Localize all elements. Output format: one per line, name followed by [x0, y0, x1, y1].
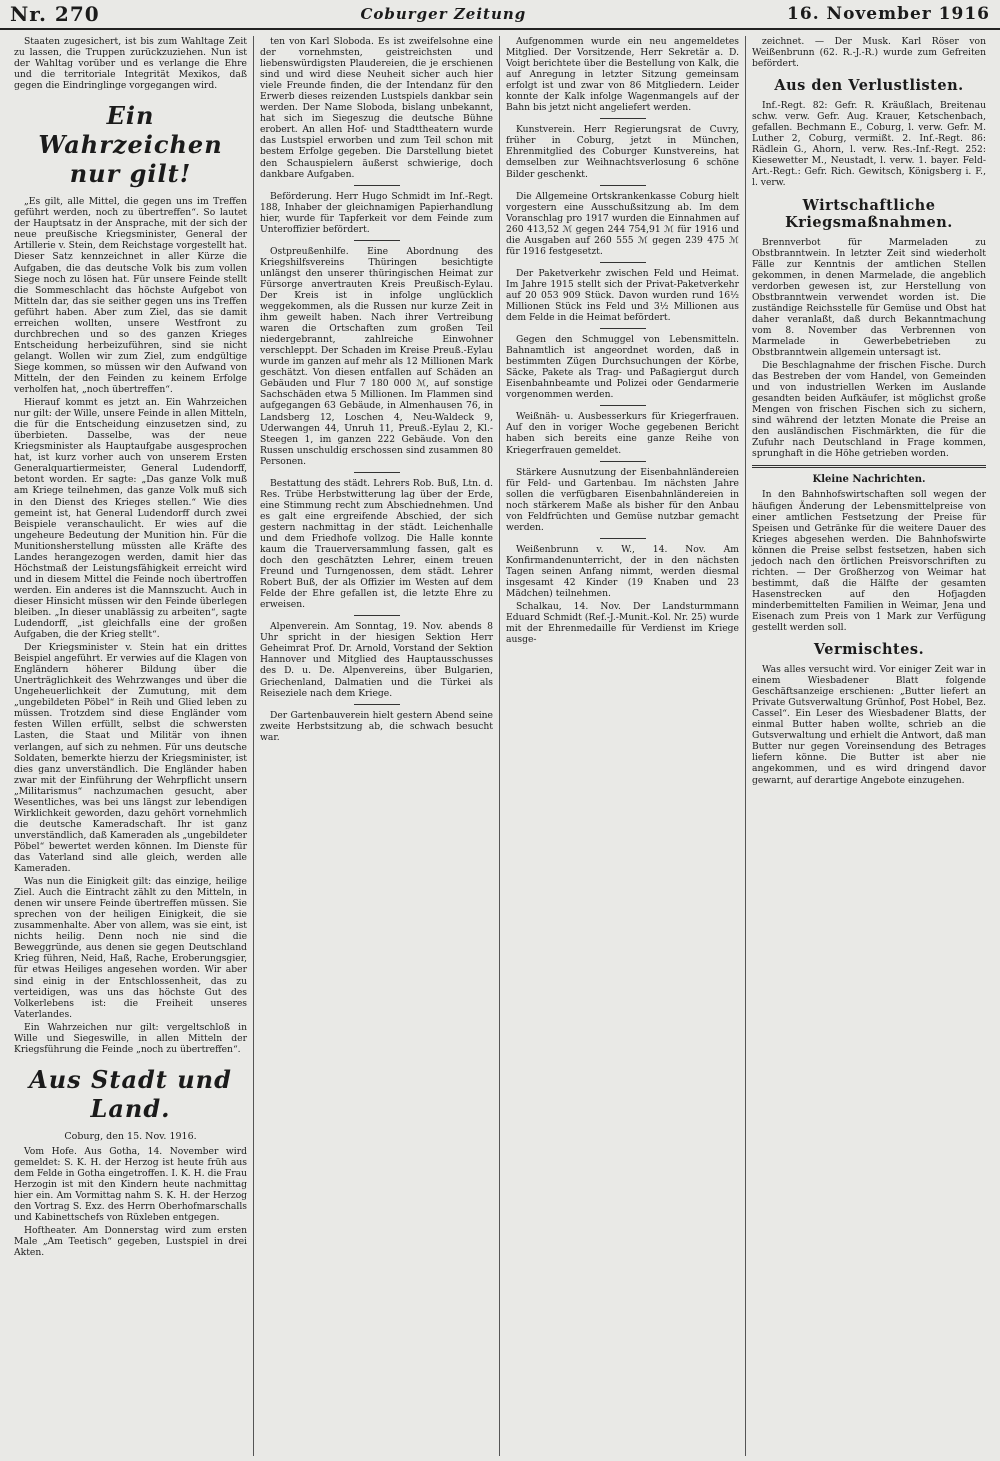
paragraph: Alpenverein. Am Sonntag, 19. Nov. abends 8 Uhr spricht in der hiesigen Sektion Herr Geheimrat Prof. Dr. Arnold, Vorstand der Sektion Hannover und Mitglied des Hauptausschusses des D. u. De. Alpenvereins, über Bulgarien, Griechenland, Dalmatien und die Türkei als Reiseziele nach dem Kriege.: [260, 621, 493, 699]
dateline: Coburg, den 15. Nov. 1916.: [64, 1130, 197, 1142]
paragraph: Weißnäh- u. Ausbesserkurs für Kriegerfrauen. Auf den in voriger Woche gegebenen Bericht haben sich bereits eine ganze Reihe von Kriegerfrauen gemeldet.: [506, 411, 739, 456]
paragraph: Bestattung des städt. Lehrers Rob. Buß, Ltn. d. Res. Trübe Herbstwitterung lag über der Erde, eine Stimmung recht zum Abschiednehmen. Und es galt eine ergreifende Abschied, der sich gestern nachmittag in der städt. Leichenhalle und dem Friedhofe vollzog. Die Halle konnte kaum die Trauerversammlung fassen, galt es doch den geschätzten Lehrer, einem treuen Freund und Turngenossen, dem städt. Lehrer Robert Buß, der als Offizier im Westen auf dem Felde der Ehre gefallen ist, die letzte Ehre zu erweisen.: [260, 477, 493, 611]
paragraph: Gegen den Schmuggel von Lebensmitteln. Bahnamtlich ist angeordnet worden, daß in bestimmten Zügen Durchsuchungen der Körbe, Säcke, Pakete als Trag- und Paßagiergut durch Eisenbahnbeamte und Polizei oder Gendarmerie vorgenommen werden.: [506, 334, 739, 401]
column-4: [746, 36, 992, 1456]
paragraph: zeichnet. — Der Musk. Karl Röser von Weißenbrunn (62. R.-J.-R.) wurde zum Gefreiten befördert.: [752, 36, 986, 70]
column-1: [8, 36, 254, 1456]
divider: [354, 185, 400, 186]
paragraph: Hoftheater. Am Donnerstag wird zum ersten Male „Am Teetisch“ gegeben, Lustspiel in drei Akten.: [14, 1225, 247, 1259]
divider: [600, 405, 646, 406]
paragraph: Der Kriegsminister v. Stein hat ein drittes Beispiel angeführt. Er verwies auf die Klagen von Engländern höherer Bildung über die Unerträglichkeit des Wehrzwanges und über die Ungeheuerlichkeit der Zumutung, mit dem „ungebildeten Pöbel“ in Reih und Glied leben zu müssen. Trotzdem sind diese Engländer vom festen Willen erfüllt, selbst die schwersten Lasten, die Staat und Militär von ihnen verlangen, auf sich zu nehmen. Für uns deutsche Soldaten, bemerkte hierzu der Kriegsminister, ist dies ganz unverständlich. Die Engländer haben zwar mit der Einführung der Wehrpflicht unsern „Militarismus“ nachzumachen gesucht, aber Wesentliches, was bei uns längst zur lebendigen Wirklichkeit geworden, dazu gehört vornehmlich die deutsche Kameradschaft. Ihr ist ganz unverständlich, daß Kameraden als „ungebildeter Pöbel“ bewertet werden können. Im Dienste für das Vaterland sind alle gleich, werden alle Kameraden.: [14, 642, 247, 875]
paragraph: Was alles versucht wird. Vor einiger Zeit war in einem Wiesbadener Blatt folgende Geschäftsanzeige erschienen: „Butter liefert an Private Gutsverwaltung Grünhof, Post Hobel, Bez. Cassel“. Ein Leser des Wiesbadener Blatts, der einmal Butter haben wollte, schrieb an die Gutsverwaltung und erhielt die Antwort, daß man Butter nur gegen Voreinsendung des Betrages liefern könne. Die Butter ist aber nie angekommen, und es wird dringend davor gewarnt, auf derartige Angebote einzugehen.: [752, 664, 986, 786]
paragraph: Kunstverein. Herr Regierungsrat de Cuvry, früher in Coburg, jetzt in München, Ehrenmitglied des Coburger Kunstvereins, hat demselben zur Weihnachtsverlosung 6 schöne Bilder geschenkt.: [506, 124, 739, 180]
divider: [600, 461, 646, 462]
divider: [752, 465, 986, 468]
article-heading: Ein Wahrzeichen nur gilt!: [38, 101, 223, 189]
paragraph: Beförderung. Herr Hugo Schmidt im Inf.-Regt. 188, Inhaber der gleichnamigen Papierhandlung hier, wurde für Tapferkeit vor dem Feinde zum Unteroffizier befördert.: [260, 190, 493, 235]
paragraph: Stärkere Ausnutzung der Eisenbahnländereien für Feld- und Gartenbau. Im nächsten Jahre sollen die verfügbaren Eisenbahnländereien in noch stärkerem Maße als bisher für den Anbau von Feldfrüchten und Gemüse nutzbar gemacht werden.: [506, 466, 739, 533]
masthead: [0, 0, 1000, 30]
column-3: [500, 36, 746, 1456]
paragraph: Brennverbot für Marmeladen zu Obstbranntwein. In letzter Zeit sind wiederholt Fälle zur Kenntnis der amtlichen Stellen gekommen, in denen Marmelade, die angeblich verdorben gewesen ist, zur Herstellung von Obstbranntwein verwendet worden ist. Die zuständige Reichsstelle für Gemüse und Obst hat daher veranlaßt, daß durch Bekanntmachung vom 8. November das Verbrennen von Marmelade in Gewerbebetrieben zu Obstbranntwein allgemein untersagt ist.: [752, 236, 986, 358]
paragraph: Was nun die Einigkeit gilt: das einzige, heilige Ziel. Auch die Eintracht zählt zu den Mitteln, in denen wir unsere Feinde übertreffen müssen. Sie sprechen von der heiligen Einigkeit, die sie zusammenhalte. Aber von allem, was sie eint, ist nichts heilig. Denn noch nie sind die Beweggründe, aus denen sie gegen Deutschland Krieg führen, Neid, Haß, Rache, Eroberungsgier, für etwas Heiliges angesehen worden. Wir aber sind einig in der Entschlossenheit, das zu verteidigen, was uns das höchste Gut des Volkerlebens ist: die Freiheit unseres Vaterlandes.: [14, 876, 247, 1020]
page-number: Nr. 270: [10, 2, 100, 26]
columns: [8, 36, 994, 1456]
section-heading: Wirtschaftliche Kriegsmaßnahmen.: [785, 196, 953, 231]
paragraph: Die Allgemeine Ortskrankenkasse Coburg hielt vorgestern eine Ausschußsitzung ab. Im dem Voranschlag pro 1917 wurden die Einnahmen auf 260 413,52 ℳ gegen 244 754,91 ℳ für 1916 und die Ausgaben auf 260 555 ℳ gegen 239 475 ℳ für 1916 festgesetzt.: [506, 190, 739, 257]
section-heading: Vermischtes.: [813, 641, 925, 659]
divider: [354, 615, 400, 616]
paragraph: ten von Karl Sloboda. Es ist zweifelsohne eine der vornehmsten, geistreichsten und liebenswürdigsten Plaudereien, die je erschienen sind und wird diese Neuheit sicher auch hier viele Freunde finden, die der Intendanz für den Erwerb dieses reizenden Lustspiels dankbar sein werden. Der Name Sloboda, bislang unbekannt, hat sich im Siegeszug die deutsche Bühne erobert. An allen Hof- und Stadttheatern wurde das Lustspiel erworben und zum Teil schon mit bestem Erfolge gegeben. Die Darstellung bietet den Schauspielern äußerst schwierige, doch dankbare Aufgaben.: [260, 36, 493, 180]
divider: [600, 118, 646, 119]
paragraph: Vom Hofe. Aus Gotha, 14. November wird gemeldet: S. K. H. der Herzog ist heute früh aus dem Felde in Gotha eingetroffen. I. K. H. die Frau Herzogin ist mit den Kindern heute nachmittag hier ein. Am Vormittag nahm S. K. H. der Herzog den Vortrag S. Exz. des Herrn Oberhofmarschalls und Kabinettschefs von Rüxleben entgegen.: [14, 1145, 247, 1224]
paragraph: Die Beschlagnahme der frischen Fische. Durch das Bestreben der vom Handel, von Gemeinden und von industriellen Werken im Auslande gesandten beiden Aufkäufer, ist möglichst große Mengen von frischen Fischen sich zu sichern, sind während der letzten Monate die Preise an den ausländischen Fischmärkten, die für die Zufuhr nach Deutschland in Frage kommen, sprunghaft in die Höhe getrieben worden.: [752, 360, 986, 460]
divider: [600, 262, 646, 263]
issue-date: 16. November 1916: [787, 4, 990, 24]
divider: [354, 240, 400, 241]
paragraph: Aufgenommen wurde ein neu angemeldetes Mitglied. Der Vorsitzende, Herr Sekretär a. D. Voigt berichtete über die Bestellung von Kalk, die auf Anregung in letzter Sitzung gemeinsam erfolgt ist und zwar von 86 Mitgliedern. Leider konnte der Kalk infolge Wagenmangels auf der Bahn bis jetzt nicht angeliefert werden.: [506, 36, 739, 114]
subsection-heading: Kleine Nachrichten.: [812, 474, 926, 486]
paragraph: Schalkau, 14. Nov. Der Landsturmmann Eduard Schmidt (Ref.-J.-Munit.-Kol. Nr. 25) wurde mit der Ehrenmedaille für Verdienst im Kriege ausge-: [506, 601, 739, 646]
paragraph: Weißenbrunn v. W., 14. Nov. Am Konfirmandenunterricht, der in den nächsten Tagen seinen Anfang nimmt, werden diesmal insgesamt 42 Kinder (19 Knaben und 23 Mädchen) teilnehmen.: [506, 543, 739, 600]
section-heading: Aus Stadt und Land.: [29, 1064, 232, 1123]
paragraph: In den Bahnhofswirtschaften soll wegen der häufigen Änderung der Lebensmittelpreise von einer amtlichen Festsetzung der Preise für Speisen und Getränke für die weitere Dauer des Krieges abgesehen werden. Die Bahnhofswirte können die Preise selbst festsetzen, haben sich jedoch nach den örtlichen Preisvorschriften zu richten. — Der Großherzog von Weimar hat bestimmt, daß die Hälfte der gesamten Hasenstrecken auf den Hofjagden minderbemittelten Familien in Weimar, Jena und Eisenach zum Preis von 1 Mark zur Verfügung gestellt werden soll.: [752, 489, 986, 634]
paragraph: „Es gilt, alle Mittel, die gegen uns im Treffen geführt werden, noch zu übertreffen“. So lautet der Hauptsatz in der Ansprache, mit der sich der neue preußische Kriegsminister, General der Artillerie v. Stein, dem Reichstage vorgestellt hat. Dieser Satz kennzeichnet in aller Kürze die Aufgaben, die das deutsche Volk bis zum vollen Siege noch zu lösen hat. Für unsere Feinde stellt die Sommeschlacht das höchste Aufgebot von Mitteln dar, das sie seither gegen uns ins Treffen geführt haben. Aber zum Ziel, das sie damit erreichen wollten, unsere Westfront zu durchbrechen und so des ganzen Krieges Entscheidung herbeizuführen, sind sie nicht gelangt. Wollen wir zum Ziel, zum endgültige Siege kommen, so müssen wir den Aufwand von Mitteln, der den Feinden zu keinem Erfolge verholfen hat, „noch übertreffen“.: [14, 196, 247, 396]
paragraph: Der Paketverkehr zwischen Feld und Heimat. Im Jahre 1915 stellt sich der Privat-Paketverkehr auf 20 053 909 Stück. Davon wurden rund 16½ Millionen Stück ins Feld und 3½ Millionen aus dem Felde in die Heimat befördert.: [506, 267, 739, 324]
paragraph: Ein Wahrzeichen nur gilt: vergeltschloß in Wille und Siegeswille, in allen Mitteln der Kriegsführung die Feinde „noch zu übertreffen“.: [14, 1021, 247, 1055]
paragraph: Staaten zugesichert, ist bis zum Wahltage Zeit zu lassen, die Truppen zurückzuziehen. Nun ist der Wahltag vorüber und es verlange die Ehre und die territoriale Integrität Mexikos, daß gegen die Eindringlinge vorgegangen wird.: [14, 36, 247, 92]
paragraph: Hierauf kommt es jetzt an. Ein Wahrzeichen nur gilt: der Wille, unsere Feinde in allen Mitteln, die für die Entscheidung einzusetzen sind, zu überbieten. Dasselbe, was der neue Kriegsminister als Hauptaufgabe ausgesprochen hat, ist kurz vorher auch von unserem Ersten Generalquartiermeister, General Ludendorff, betont worden. Er sagte: „Das ganze Volk muß am Kriege teilnehmen, das ganze Volk muß sich in den Dienst des Krieges stellen.“ Wie dies gemeint ist, hat General Ludendorff durch zwei Beispiele veranschaulicht. Er wies auf die ungeheure Bedeutung der Munition hin. Für die Munitionsherstellung müssten alle Kräfte des Landes herangezogen werden, damit hier das Höchstmaß der Leistungsfähigkeit erreicht wird und in diesem Mittel die Feinde noch übertroffen werden. Ein anderes ist die Mannszucht. Auch in dieser Hinsicht müssen wir den Feinde überlegen bleiben. „In dieser unablässig zu arbeiten“, sagte Ludendorff, „ist gleichfalls eine der großen Aufgaben, die der Krieg stellt“.: [14, 397, 247, 641]
column-2: [254, 36, 500, 1456]
divider: [354, 472, 400, 473]
paragraph: Ostpreußenhilfe. Eine Abordnung des Kriegshilfsvereins Thüringen besichtigte unlängst den unserer thüringischen Heimat zur Fürsorge anvertrauten Kreis Preußisch-Eylau. Der Kreis ist in infolge unglücklich weggekommen, als die Russen nur kurze Zeit in ihm geweilt haben. Nach ihrer Vertreibung waren die Ortschaften zum großen Teil niedergebrannt, zahlreiche Einwohner verschleppt. Der Schaden im Kreise Preuß.-Eylau wurde im ganzen auf mehr als 12 Millionen Mark geschätzt. Von diesen entfallen auf Schäden an Gebäuden und Flur 7 180 000 ℳ, auf sonstige Sachschäden etwa 5 Millionen. Im Flammen sind aufgegangen 63 Gebäude, in Almenhausen 76, in Landsberg 12, Loschen 4, Neu-Waldeck 9, Uderwangen 44, Unruh 11, Preuß.-Eylau 2, Kl.-Steegen 1, im ganzen 222 Gebäude. Von den Russen unschuldig erschossen sind zusammen 80 Personen.: [260, 245, 493, 467]
paragraph: Inf.-Regt. 82: Gefr. R. Kräußlach, Breitenau schw. verw. Gefr. Aug. Krauer, Ketschenbach, gefallen. Bechmann E., Coburg, l. verw. Gefr. M. Luther 2, Coburg, vermißt. 2. Inf.-Regt. 86: Rädlein G., Ahorn, l. verw. Res.-Inf.-Regt. 252: Kiesewetter M., Neustadt, l. verw. 1. bayer. Feld-Art.-Regt.: Gefr. Rich. Gewitsch, Königsberg i. F., l. verw.: [752, 100, 986, 189]
divider: [600, 328, 646, 329]
paragraph: Der Gartenbauverein hielt gestern Abend seine zweite Herbstsitzung ab, die schwach besucht war.: [260, 709, 493, 743]
divider: [600, 185, 646, 186]
newspaper-title: Coburger Zeitung: [360, 5, 527, 23]
section-heading: Aus den Verlustlisten.: [774, 77, 964, 95]
divider: [600, 538, 646, 539]
divider: [354, 704, 400, 705]
